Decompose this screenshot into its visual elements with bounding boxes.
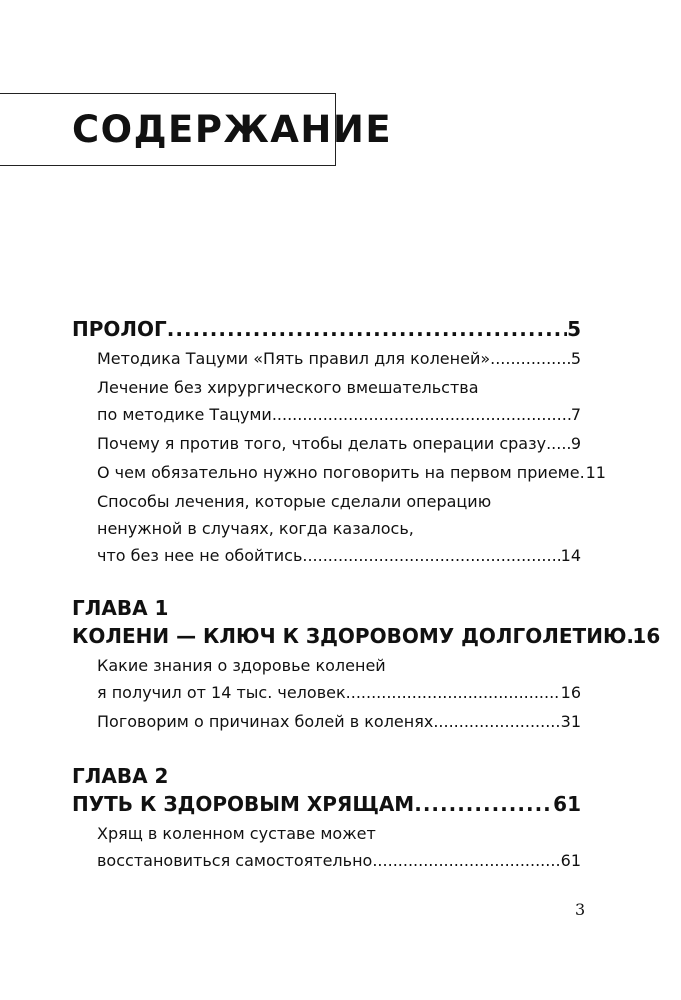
toc-chapter-line[interactable] bbox=[72, 790, 581, 818]
toc-section-chapter-2 bbox=[72, 762, 581, 874]
toc-section-prologue bbox=[72, 315, 606, 569]
entry-text: О чем обязательно нужно поговорить на первом приеме bbox=[97, 463, 580, 482]
entry-text: Какие знания о здоровье коленей bbox=[97, 656, 386, 675]
entry-text: что без нее не обойтись bbox=[97, 546, 303, 565]
leader-dots bbox=[346, 679, 561, 706]
entry-page: 7 bbox=[570, 405, 581, 424]
leader-dots bbox=[302, 542, 560, 569]
entry-page: 31 bbox=[560, 712, 581, 731]
entry-text: восстановиться самостоятельно bbox=[97, 851, 373, 870]
chapter-label: ГЛАВА 2 bbox=[72, 764, 169, 788]
leader-dots bbox=[372, 847, 560, 874]
leader-dots bbox=[167, 315, 567, 343]
toc-entry[interactable] bbox=[72, 820, 581, 874]
toc-section-chapter-1 bbox=[72, 594, 661, 735]
toc-entry[interactable] bbox=[72, 430, 581, 457]
leader-dots bbox=[546, 430, 571, 457]
toc-chapter-line[interactable] bbox=[72, 315, 581, 343]
leader-dots bbox=[490, 345, 571, 372]
entry-page: 5 bbox=[570, 349, 581, 368]
entry-text: ненужной в случаях, когда казалось, bbox=[97, 519, 414, 538]
chapter-title: КОЛЕНИ — КЛЮЧ К ЗДОРОВОМУ ДОЛГОЛЕТИЮ bbox=[72, 624, 627, 648]
chapter-page: 61 bbox=[553, 792, 581, 816]
leader-dots bbox=[433, 708, 560, 735]
entry-text: Хрящ в коленном суставе может bbox=[97, 824, 376, 843]
chapter-page: 16 bbox=[632, 624, 661, 648]
entry-text: Способы лечения, которые сделали операцию bbox=[97, 492, 492, 511]
toc-entry[interactable] bbox=[72, 488, 581, 569]
page-number: 3 bbox=[575, 900, 586, 919]
page-title: СОДЕРЖАНИЕ bbox=[72, 108, 393, 151]
toc-entry[interactable] bbox=[72, 459, 606, 486]
toc-entry[interactable] bbox=[72, 345, 581, 372]
toc-entry[interactable] bbox=[72, 708, 581, 735]
chapter-page: 5 bbox=[567, 317, 581, 341]
chapter-label: ГЛАВА 1 bbox=[72, 596, 169, 620]
leader-dots bbox=[272, 401, 571, 428]
toc-chapter-line[interactable] bbox=[72, 622, 661, 650]
leader-dots bbox=[414, 790, 553, 818]
entry-text: я получил от 14 тыс. человек bbox=[97, 683, 346, 702]
toc-entry[interactable] bbox=[72, 652, 581, 706]
entry-page: 11 bbox=[585, 463, 606, 482]
entry-page: 9 bbox=[570, 434, 581, 453]
entry-page: 61 bbox=[560, 851, 581, 870]
entry-text: Поговорим о причинах болей в коленях bbox=[97, 712, 434, 731]
chapter-title: ПРОЛОГ bbox=[72, 317, 167, 341]
entry-text: Методика Тацуми «Пять правил для коленей» bbox=[97, 349, 491, 368]
entry-text: Лечение без хирургического вмешательства bbox=[97, 378, 479, 397]
chapter-title: ПУТЬ К ЗДОРОВЫМ ХРЯЩАМ bbox=[72, 792, 415, 816]
entry-page: 14 bbox=[560, 546, 581, 565]
entry-text: по методике Тацуми bbox=[97, 405, 272, 424]
toc-entry[interactable] bbox=[72, 374, 581, 428]
entry-page: 16 bbox=[560, 683, 581, 702]
entry-text: Почему я против того, чтобы делать операции сразу bbox=[97, 434, 547, 453]
